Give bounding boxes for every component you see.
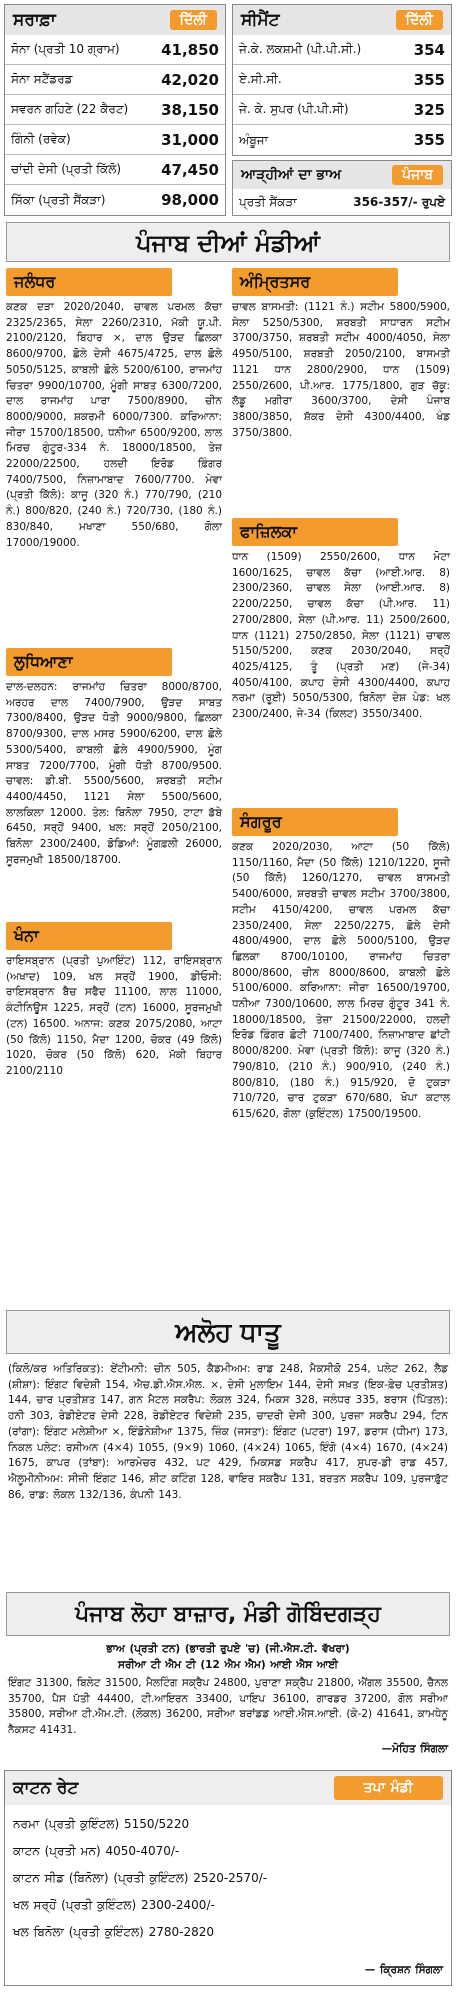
arhti-label: ਪ੍ਰਤੀ ਸੈਂਕੜਾ	[239, 194, 297, 209]
cement-row-label: ਜੇ.ਕੇ. ਲਕਸ਼ਮੀ (ਪੀ.ਪੀ.ਸੀ.)	[239, 42, 362, 56]
cement-row-label: ਜੇ. ਕੇ. ਸੁਪਰ (ਪੀ.ਪੀ.ਸੀ)	[239, 102, 349, 116]
cement-row-label: ਏ.ਸੀ.ਸੀ.	[239, 72, 282, 86]
arhti-tag: ਪੰਜਾਬ	[392, 165, 443, 185]
khanna-text: ਰਾਇਸਬ੍ਰਾਨ (ਪ੍ਰਤੀ ਪੁਆਇੰਟ) 112, ਰਾਇਸਬ੍ਰਾਨ (ਅਖਾਦ) 109, ਖਲ ਸਰ੍ਹੋਂ 1900, ਡੀਓਸੀ: ਰਾਇਸਬ੍ਰਾਨ ਬੈਚ ਸਫੈਦ 11100, ਲਾਲ 11000, ਕੰਟੀਨਿਊਸ 1225, ਸਰ੍ਹੋਂ (ਟਨ) 16000, ਸੂਰਜਮੁਖੀ (ਟਨ) 16500. ਅਨਾਜ: ਕਣਕ 2075/2080, ਆਟਾ (50 ਕਿੱਲੋ) 1150, ਮੈਦਾ 1200, ਚੋਕਰ (49 ਕਿੱਲੋ) 1020, ਚੋਕਰ (50 ਕਿੱਲੋ) 620, ਮੱਕੀ ਬਿਹਾਰ 2100/2110	[6, 955, 222, 1077]
cement-row-value: 325	[413, 100, 445, 119]
iron-banner: ਪੰਜਾਬ ਲੋਹਾ ਬਾਜ਼ਾਰ, ਮੰਡੀ ਗੋਬਿੰਦਗੜ੍ਹ	[6, 1592, 450, 1636]
metal-text: (ਕਿਲੋ/ਕਰ ਅਤਿਰਿਕਤ): ਏਂਟੀਮਨੀ: ਚੀਨ 505, ਕੈਡਮੀਅਮ: ਰਾਡ 248, ਮੈਕਸੀਕੋ 254, ਪਲੇਟ 262, ਲੈਡ (ਸ਼ੀਸ਼ਾ): ਇੰਗਟ ਵਿਦੇਸ਼ੀ 154, ਐਚ.ਡੀ.ਐਸ.ਐਲ. ×, ਦੇਸੀ ਮੁਲਾਇਮ 144, ਦੇਸੀ ਸਖ਼ਤ (ਇਕ-ਫ਼ੇਚ ਪ੍ਰਤੀਸ਼ਤ) 144, ਚਾਰ ਪ੍ਰਤੀਸ਼ਤ 147, ਗਨ ਮੈਟਲ ਸਕਰੈਪ: ਲੋਕਲ 324, ਮਿਕਸ 328, ਜਲੰਧਰ 335, ਬਰਾਸ (ਪਿੱਤਲ): ਹਨੀ 303, ਰੇਡੀਏਟਰ ਦੇਸੀ 228, ਰੇਡੀਏਟਰ ਵਿਦੇਸ਼ੀ 235, ਚਾਦਰੀ ਦੇਸੀ 300, ਪੁਰਜ਼ਾ ਸਕਰੈਪ 294, ਟਿਨ (ਰਾਂਗਾ): ਇੰਗਟ ਮਲੇਸ਼ੀਆ ×, ਇੰਡੋਨੇਸ਼ੀਆ 1375, ਜ਼ਿੰਕ (ਜਸਤਾ): ਇੰਗਟ (ਪਟਰਾ) 197, ਡਰਾਸ (ਧੀਮਾ) 173, ਨਿਕਲ ਪਲੇਟ: ਰਸੀਅਨ (4×4) 1055, (9×9) 1060, (4×24) 1065, ਇੰਗੋ (4×4) 1670, (4×24) 1675, ਕਾਪਰ (ਤਾਂਬਾ): ਆਰਮੇਚਰ 432, ਪਟ 429, ਮਿਕਸਡ ਸਕਰੈਪ 417, ਸੁਪਰ-ਡੀ ਰਾਡ 457, ਐਲੂਮੀਨੀਅਮ: ਸੀਜੀ ਇੰਗਟ 146, ਸ਼ੀਟ ਕਟਿੰਗ 128, ਵਾਇਰ ਸਕਰੈਪ 131, ਬਰਤਨ ਸਕਰੈਪ 109, ਪੁਰਜਾਫ਼ੁੱਟ 86, ਰਾਡ: ਲੋਕਲ 132/136, ਕੰਪਨੀ 143.	[8, 1363, 448, 1501]
cement-tag: ਦਿੱਲੀ	[396, 10, 443, 30]
sarafa-row-value: 41,850	[161, 40, 219, 59]
sarafa-row-label: ਸੋਨਾ ਸਟੈਂਡਰਡ	[11, 72, 73, 86]
iron-text: ਇੰਗਟ 31300, ਬਿਲੇਟ 31500, ਮੈਲਟਿੰਗ ਸਕ੍ਰੈਪ 24800, ਪੁਰਾਣਾ ਸਕ੍ਰੈਪ 21800, ਐਂਗਲ 35500, ਚੈਨਲ 35700, ਪੈਸ ਪੱਤੀ 44400, ਟੀ.ਆਇਰਨ 33400, ਪਾਇਪ 36100, ਗਾਰਡਰ 37200, ਗੋਲ ਸਰੀਆ 35800, ਸਰੀਆ ਟੀ.ਐਮ.ਟੀ. (ਲੋਕਲ) 36200, ਸਰੀਆ ਬਰਾਂਡਡ ਆਈ.ਐਸ.ਆਈ. (ਕੇ-2) 41641, ਕਾਮਧੇਨੂ ਨੈਕਸਟ 41431.	[8, 1677, 448, 1737]
cotton-rows	[5, 1805, 451, 1952]
sarafa-row	[5, 185, 225, 215]
cement-row	[233, 95, 451, 125]
sarafa-row-label: ਸਿੱਕਾ (ਪ੍ਰਤੀ ਸੈਂਕੜਾ)	[11, 192, 106, 207]
fazilka-text: ਧਾਨ (1509) 2550/2600, ਧਾਨ ਮੋਟਾ 1600/1625, ਚਾਵਲ ਕੱਚਾ (ਆਈ.ਆਰ. 8) 2300/2360, ਚਾਵਲ ਸੇਲਾ (ਆਈ.ਆਰ. 8) 2200/2250, ਚਾਵਲ ਕੱਚਾ (ਪੀ.ਆਰ. 11) 2700/2800, ਸੇਲਾ (ਪੀ.ਆਰ. 11) 2500/2600, ਧਾਨ (1121) 2750/2850, ਸੇਲਾ (1121) ਚਾਵਲ 5150/5200, ਕਣਕ 2030/2040, ਸਰ੍ਹੋਂ 4025/4125, ਤੂੰ (ਪ੍ਰਤੀ ਮਣ) (ਜੇ-34) 4050/4100, ਕਪਾਹ ਦੇਸੀ 4300/4400, ਕਪਾਹ ਨਰਮਾ (ਰੂਈ) 5050/5300, ਬਿਨੋਲਾ ਦੇਸ਼ ਪੇਡ: ਖਲ 2300/2400, ਜੇ-34 (ਕਿਲਟ) 3550/3400.	[232, 551, 450, 721]
arhti-header	[233, 161, 451, 189]
cotton-title: ਕਾਟਨ ਰੇਟ	[13, 1778, 79, 1798]
arhti-box	[232, 160, 452, 216]
sarafa-row	[5, 65, 225, 95]
sarafa-row-value: 38,150	[161, 100, 219, 119]
cotton-rate-item: ਖਲ ਸਰ੍ਹੋਂ (ਪ੍ਰਤੀ ਕੁਇੰਟਲ) 2300-2400/-	[13, 1898, 215, 1912]
fazilka-section	[232, 518, 450, 723]
sangrur-text: ਕਣਕ 2020/2030, ਆਟਾ (50 ਕਿੱਲੋ) 1150/1160, ਮੈਦਾ (50 ਕਿੱਲੋ) 1210/1220, ਸੂਜੀ (50 ਕਿੱਲੋ) 1260/1270, ਚਾਵਲ ਬਾਸਮਤੀ 5400/6000, ਸ਼ਰਬਤੀ ਚਾਵਲ ਸਟੀਮ 3700/3800, ਸਟੀਮ 4150/4200, ਚਾਵਲ ਪਰਮਲ ਕੱਚਾ 2350/2400, ਸੇਲਾ 2250/2275, ਛੋਲੇ ਦੇਸੀ 4800/4900, ਦਾਲ ਛੋਲੇ 5000/5100, ਉੜਦ ਛਿਲਕਾ 8700/10100, ਰਾਜਮਾਂਹ ਚਿਤਰਾ 8000/8600, ਚੀਨ 8000/8600, ਕਾਬਲੀ ਛੋਲੇ 5100/6000. ਕਰਿਆਨਾ: ਜੀਰਾ 16500/19700, ਧਨੀਆ 7300/10600, ਲਾਲ ਮਿਰਚ ਗੁੰਟੂਰ 341 ਨੰ. 18000/18500, ਤੇਜ਼ਾ 21500/22000, ਹਲਦੀ ਇਰੋਡ ਫ਼ਿੰਗਰ ਛੋਟੀ 7100/7400, ਨਿਜ਼ਾਮਾਬਾਦ ਛਾਂਟੀ 8000/8200. ਮੇਵਾ (ਪ੍ਰਤੀ ਕਿੱਲੋ): ਕਾਜੂ (320 ਨੰ.) 790/810, (210 ਨੰ.) 900/910, (240 ਨੰ.) 800/810, (180 ਨੰ.) 915/920, ਦੋ ਟੁਕੜਾ 710/720, ਚਾਰ ਟੁਕੜਾ 670/680, ਖੋਪਾ ਕਟਾਲ 615/620, ਗੋਲਾ (ਕੁਇੰਟਲ) 17500/19500.	[232, 841, 450, 1120]
sarafa-row-label: ਚਾਂਦੀ ਦੇਸੀ (ਪ੍ਰਤੀ ਕਿੱਲੋ)	[11, 162, 122, 176]
amritsar-text: ਚਾਵਲ ਬਾਸਮਤੀ: (1121 ਨੰ.) ਸਟੀਮ 5800/5900, ਸੇਲਾ 5250/5300, ਸ਼ਰਬਤੀ ਸਾਧਾਰਨ ਸਟੀਮ 3700/3750, ਸ਼ਰਬਤੀ ਸਟੀਮ 4000/4050, ਸੇਲਾ 4950/5100, ਸ਼ਰਬਤੀ 2050/2100, ਬਾਸਮਤੀ 1121 ਧਾਨ 2800/2900, ਧਾਨ (1509) 2550/2600, ਪੀ.ਆਰ. 1775/1800, ਗੁੜ ਚੱਕੂ: ਲੱਡੂ ਮਗੀਰਾ 3600/3700, ਦੇਸੀ ਪੰਜਾਬ 3800/3850, ਸ਼ੱਕਰ ਦੇਸੀ 4300/4400, ਖੰਡ 3750/3800.	[232, 301, 450, 439]
cotton-box	[4, 1770, 452, 1986]
cement-row	[233, 125, 451, 155]
khanna-heading: ਖੰਨਾ	[6, 922, 172, 950]
jalandhar-heading: ਜਲੰਧਰ	[6, 268, 172, 296]
sarafa-row	[5, 155, 225, 185]
sarafa-row	[5, 125, 225, 155]
iron-sub1: ਭਾਅ (ਪ੍ਰਤੀ ਟਨ) (ਭਾਰਤੀ ਰੁਪਏ 'ਚ) (ਜੀ.ਐਸ.ਟੀ. ਵੱਖਰਾ)	[106, 1643, 350, 1655]
cotton-header	[5, 1771, 451, 1805]
jalandhar-text: ਕਣਕ ਦੜਾ 2020/2040, ਚਾਵਲ ਪਰਮਲ ਕੱਚਾ 2325/2365, ਸੇਲਾ 2260/2310, ਮੱਕੀ ਯੂ.ਪੀ. 2100/2120, ਬਿਹਾਰ ×, ਦਾਲ ਉੜਦ ਛਿਲਕਾ 8600/9700, ਛੋਲੇ ਦੇਸੀ 4675/4725, ਦਾਲ ਛੋਲੇ 5050/5125, ਕਾਬਲੀ ਛੋਲੇ 5200/6100, ਰਾਜਮਾਂਹ ਚਿਤਰਾ 9900/10700, ਮੂੰਗੀ ਸਾਬਤ 6300/7200, ਦਾਲ ਰਾਜਮਾਂਹ ਪਾਰਾ 7500/8900, ਚੀਨ 8000/9000, ਸ਼ਕਰਮੀ 6000/7300. ਕਰਿਆਨਾ: ਜੀਰਾ 15700/18500, ਧਨੀਆ 6500/9200, ਲਾਲ ਮਿਰਚ ਗੁੰਟੂਰ-334 ਨੰ. 18000/18500, ਤੇਜ਼ 22000/22500, ਹਲਦੀ ਇਰੋਡ ਫ਼ਿੰਗਰ 7400/7500, ਨਿਜ਼ਾਮਾਬਾਦ 7600/7700. ਮੇਵਾ (ਪ੍ਰਤੀ ਕਿੱਲੋ): ਕਾਜੂ (320 ਨੰ.) 770/790, (210 ਨੰ.) 800/820, (240 ਨੰ.) 720/730, (180 ਨੰ.) 830/840, ਮਖਾਣਾ 550/680, ਗੋਲਾ 17000/19000.	[6, 301, 222, 549]
jalandhar-section	[6, 268, 222, 551]
sarafa-rows	[5, 35, 225, 215]
cotton-tag: ਤਪਾ ਮੰਡੀ	[334, 1776, 443, 1800]
cement-row-value: 355	[413, 131, 445, 149]
metal-banner: ਅਲੋਹ ਧਾਤੂ	[6, 1310, 450, 1354]
sarafa-row	[5, 95, 225, 125]
sarafa-title: ਸਰਾਫ਼ਾ	[13, 10, 56, 30]
amritsar-section	[232, 268, 450, 441]
cotton-author: — ਕ੍ਰਿਸ਼ਨ ਸਿੰਗਲਾ	[364, 1964, 443, 1977]
cotton-rate-item: ਕਾਟਨ (ਪ੍ਰਤੀ ਮਨ) 4050-4070/-	[13, 1844, 180, 1858]
cement-box	[232, 4, 452, 156]
khanna-section	[6, 922, 222, 1080]
sarafa-row	[5, 35, 225, 65]
sarafa-row-label: ਸੋਨਾ (ਪ੍ਰਤੀ 10 ਗ੍ਰਾਮ)	[11, 42, 120, 56]
ludhiana-section	[6, 648, 222, 868]
cement-row-value: 355	[413, 70, 445, 89]
sarafa-row-value: 42,020	[161, 70, 219, 89]
sarafa-row-value: 98,000	[161, 191, 219, 209]
sarafa-box	[4, 4, 226, 216]
cement-rows	[233, 35, 451, 155]
iron-sub2: ਸਰੀਆ ਟੀ ਐਮ ਟੀ (12 ਐਮ ਐਮ) ਆਈ ਐਸ ਆਈ	[117, 1659, 339, 1671]
cotton-rate-item: ਕਾਟਨ ਸੀਡ (ਬਿਨੋਲਾ) (ਪ੍ਰਤੀ ਕੁਇੰਟਲ) 2520-2570/-	[13, 1871, 268, 1885]
amritsar-heading: ਅੰਮ੍ਰਿਤਸਰ	[232, 268, 398, 296]
sarafa-row-label: ਸਵਰਨ ਗਹਿਣੇ (22 ਕੈਰਟ)	[11, 102, 129, 116]
sangrur-section	[232, 808, 450, 1123]
arhti-title: ਆੜ੍ਹੀਆਂ ਦਾ ਭਾਅ	[241, 167, 342, 183]
ludhiana-text: ਦਾਲ-ਦਲਹਨ: ਰਾਜਮਾਂਹ ਚਿਤਰਾ 8000/8700, ਅਰਹਰ ਦਾਲ 7400/7900, ਉੜਦ ਸਾਬਤ 7300/8400, ਉੜਦ ਧੋਤੀ 9000/9800, ਛਿਲਕਾ 8700/9300, ਦਾਲ ਮਸਰ 5900/6200, ਦਾਲ ਛੋਲੇ 5300/5400, ਕਾਬਲੀ ਛੋਲੇ 4900/5900, ਮੂੰਗ ਸਾਬਤ 7200/7700, ਮੂੰਗੀ ਧੋਤੀ 8700/9500. ਚਾਵਲ: ਡੀ.ਬੀ. 5500/5600, ਸ਼ਰਬਤੀ ਸਟੀਮ 4400/4450, 1121 ਸੇਲਾ 5500/5600, ਲਾਲਕਿਲਾ 12000. ਤੇਲ: ਬਿਨੋਲਾ 7950, ਟਾਟਾ ਡੱਬੇ 6450, ਸਰ੍ਹੋਂ 9400, ਖਲ: ਸਰ੍ਹੋਂ 2050/2100, ਬਿਨੋਲਾ 2300/2400, ਡੋਡਿਆਂ: ਮੂੰਗਫ਼ਲੀ 26000, ਸੂਰਜਮੁਖੀ 18500/18700.	[6, 681, 222, 866]
mandi-banner: ਪੰਜਾਬ ਦੀਆਂ ਮੰਡੀਆਂ	[6, 222, 450, 262]
iron-author: —ਮੋਹਿਤ ਸਿੰਗਲਾ	[381, 1743, 448, 1755]
sangrur-heading: ਸੰਗਰੂਰ	[232, 808, 398, 836]
cement-row	[233, 35, 451, 65]
cement-row-value: 354	[413, 40, 445, 59]
sarafa-row-label: ਗਿੰਨੀ (ਰਵੇਕ)	[11, 132, 71, 146]
fazilka-heading: ਫਾਜ਼ਿਲਕਾ	[232, 518, 398, 546]
sarafa-row-value: 31,000	[161, 130, 219, 149]
cement-row-label: ਅੰਬੂਜਾ	[239, 132, 269, 147]
ludhiana-heading: ਲੁਧਿਆਣਾ	[6, 648, 172, 676]
cement-row	[233, 65, 451, 95]
arhti-value: 356-357/- ਰੁਪਏ	[353, 194, 445, 209]
cotton-rate-item: ਖਲ ਬਿਨੋਲਾ (ਪ੍ਰਤੀ ਕੁਇੰਟਲ) 2780-2820	[13, 1925, 215, 1939]
cement-title: ਸੀਮੈਂਟ	[241, 10, 280, 30]
sarafa-header	[5, 5, 225, 35]
sarafa-tag: ਦਿੱਲੀ	[170, 10, 217, 30]
cement-header	[233, 5, 451, 35]
sarafa-row-value: 47,450	[161, 160, 219, 179]
cotton-rate-item: ਨਰਮਾ (ਪ੍ਰਤੀ ਕੁਇੰਟਲ) 5150/5220	[13, 1817, 190, 1831]
arhti-row	[233, 189, 451, 215]
